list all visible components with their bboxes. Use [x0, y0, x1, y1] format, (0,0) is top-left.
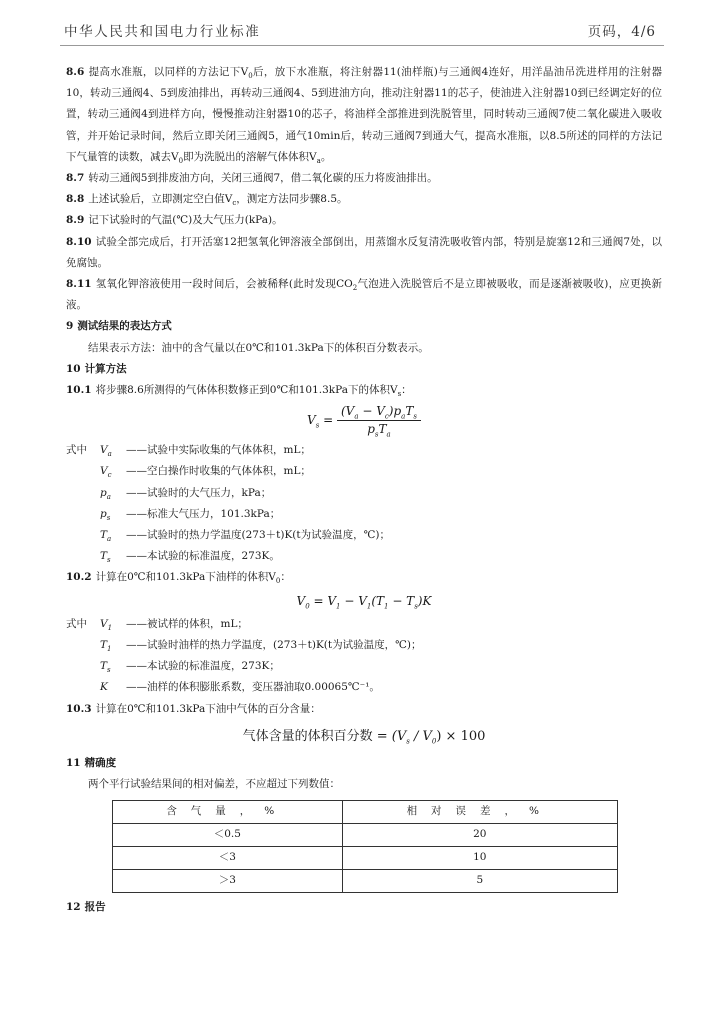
table-header-cell: 相对误差，%: [342, 800, 617, 823]
table-header-cell: 含气量，%: [113, 800, 343, 823]
header-page-number: 页码，4/6: [587, 24, 656, 40]
table-cell: 20: [342, 823, 617, 846]
section-11-heading: 11 精确度: [66, 757, 117, 770]
document-body: [66, 62, 662, 918]
table-cell: ＜0.5: [113, 823, 343, 846]
step-8-8: 8.8 上述试验后，立即测定空白值$V_c$，测定方法同步骤8.5。: [66, 193, 348, 208]
step-8-9: 8.9 记下试验时的气温(℃)及大气压力(kPa)。: [66, 214, 283, 227]
step-8-7: 8.7 转动三通阀5到排废油方向，关闭三通阀7，借二氧化碳的压力将废油排出。: [66, 172, 438, 185]
definition-row: 式中 $V_1$ ——被试样的体积，mL；: [66, 617, 248, 632]
table-cell: 5: [342, 869, 617, 892]
equation-gas-content: 气体含量的体积百分数 = $(V_s / V_0) \times 100$: [242, 728, 486, 746]
table-row: [113, 846, 618, 869]
definition-row: 式中 $V_a$ ——试验中实际收集的气体体积，mL；: [66, 444, 311, 459]
step-8-11: 8.11 氢氧化钾溶液使用一段时间后，会被稀释(此时发现$CO_2$气泡进入洗脱管后不是立即被吸收，而是逐渐被吸收)，应更换新液。: [66, 278, 662, 312]
equation-volume-correction: $V_s$ = $\frac{(V_a - V_c)p_aT_s}{p_sT_a}$: [66, 403, 662, 438]
header-title: 中华人民共和国电力行业标准: [64, 24, 261, 40]
fraction: $\frac{(V_a - V_c)p_aT_s}{p_sT_a}$: [337, 403, 421, 438]
step-10-2: 10.2 计算在0℃和101.3kPa下油样的体积$V_0$：: [66, 571, 291, 586]
definition-row: $V_c$ ——空白操作时收集的气体体积，mL；: [100, 465, 311, 480]
header-divider: [60, 45, 664, 46]
step-8-6: 8.6 提高水准瓶，以同样的方法记下$V_0$后，放下水准瓶，将注射器11(油样瓶)与三通阀4连好，用洋晶油吊洗进样用的注射器10，转动三通阀4、5到废油排出，再转动三通阀4、5到进油方向，推动注射器11的芯子，使油进入注射器10到已经调定好的位置，转动三通阀4到进样方向，慢慢推动注射器10的芯子，将油样全部推进到洗脱管里，同时转动三通阀7使二氧化碳进入吸收管，并开始记录时间，然后立即关闭三通阀5，通气10min后，转动三通阀7到通大气，提高水准瓶，以8.5所述的同样的方法记下气量管的读数，减去$V_0$即为洗脱出的溶解气体体积$V_a$。: [66, 66, 662, 165]
equation-oil-volume: $V_0 = V_1 - V_1(T_1 - T_s)K$: [296, 593, 432, 611]
step-10-3: 10.3 计算在0℃和101.3kPa下油中气体的百分含量：: [66, 702, 321, 715]
definition-row: $T_a$ ——试验时的热力学温度(273＋t)K(t为试验温度，℃)；: [100, 529, 390, 544]
step-10-1: 10.1 将步骤8.6所测得的气体体积数修正到0℃和101.3kPa下的体积$V_s$：: [66, 384, 412, 399]
section-9-heading: 9 测试结果的表达方式: [66, 320, 172, 333]
section-9-text: 结果表示方法：油中的含气量以在0℃和101.3kPa下的体积百分数表示。: [88, 341, 429, 354]
definitions-10-1: [66, 440, 662, 567]
definition-row: $T_s$ ——本试验的标准温度，273K。: [100, 550, 280, 565]
definition-row: $T_1$ ——试验时油样的热力学温度，(273＋t)K(t为试验温度，℃)；: [100, 639, 422, 654]
step-8-10: 8.10 试验全部完成后，打开活塞12把氢氧化钾溶液全部倒出，用蒸馏水反复清洗吸收管内部，特别是旋塞12和三通阀7处，以免腐蚀。: [66, 235, 662, 269]
definition-row: K ——油样的体积膨胀系数，变压器油取0.00065℃⁻¹。: [100, 681, 380, 694]
definitions-10-2: [66, 614, 662, 699]
section-11-text: 两个平行试验结果间的相对偏差，不应超过下列数值：: [88, 778, 340, 791]
table-cell: ＜3: [113, 846, 343, 869]
definition-row: $p_s$ ——标准大气压力，101.3kPa；: [100, 507, 281, 522]
section-12-heading: 12 报告: [66, 900, 106, 913]
definition-row: $T_s$ ——本试验的标准温度，273K；: [100, 660, 280, 675]
table-header-row: [113, 800, 618, 823]
table-row: [113, 823, 618, 846]
precision-table: [112, 800, 618, 893]
definition-row: $p_a$ ——试验时的大气压力，kPa；: [100, 486, 272, 501]
table-row: [113, 869, 618, 892]
section-10-heading: 10 计算方法: [66, 362, 127, 375]
table-cell: 10: [342, 846, 617, 869]
table-cell: ＞3: [113, 869, 343, 892]
